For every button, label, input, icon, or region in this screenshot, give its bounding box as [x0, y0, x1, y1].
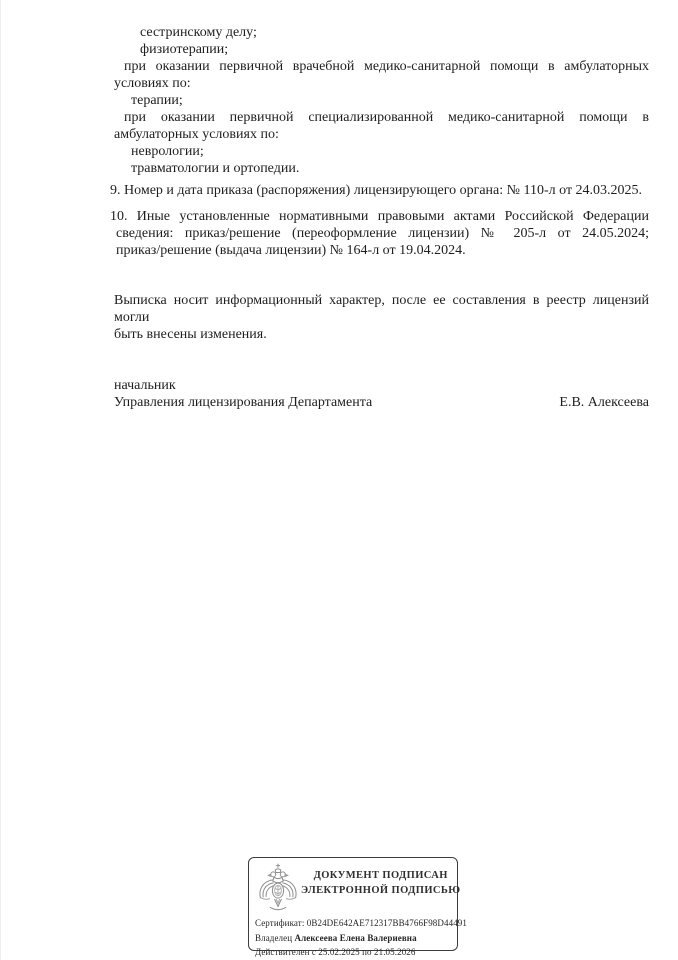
- owner-name: Алексеева Елена Валериевна: [294, 932, 417, 943]
- certificate-line: Сертификат: 0B24DE642AE712317BB4766F98D44491: [255, 918, 467, 928]
- stamp-title-line1: ДОКУМЕНТ ПОДПИСАН: [313, 870, 448, 881]
- signer-name: Е.В. Алексеева: [559, 395, 649, 410]
- owner-line: Владелец Алексеева Елена Валериевна: [255, 932, 417, 943]
- validity-line: Действителен с 25.02.2025 по 21.05.2026: [255, 947, 416, 957]
- double-headed-eagle-icon: [255, 863, 301, 913]
- item-number: 9.: [110, 183, 121, 198]
- item-text: Иные установленные нормативными правовыми актами Российской Федерации: [136, 209, 649, 224]
- numbered-item-10: 10. Иные установленные нормативными правовыми актами Российской Федерации сведения: приказ/решение (переоформление лицензии) № 205-л от 24.05.2024; приказ/решение (выдача лицензии) № 164-л от 19.04.2024.: [110, 209, 649, 258]
- stamp-title-line2: ЭЛЕКТРОННОЙ ПОДПИСЬЮ: [301, 885, 461, 896]
- item-number: 10.: [110, 209, 128, 224]
- specialty-item: сестринскому делу;: [140, 25, 257, 40]
- care-type-paragraph: при оказании первичной специализированной медико-санитарной помощи в амбулаторных условиях по:: [114, 110, 649, 142]
- signature-block: [114, 377, 649, 411]
- stamp-title: [301, 862, 460, 898]
- signer-post-line1: начальник: [114, 378, 176, 393]
- specialty-item: травматологии и ортопедии.: [131, 161, 300, 176]
- specialty-item: физиотерапии;: [140, 42, 229, 57]
- electronic-signature-stamp: [248, 857, 467, 957]
- signer-post-line2: Управления лицензирования Департамента: [114, 395, 373, 410]
- specialty-item: терапии;: [131, 93, 183, 108]
- certificate-value: 0B24DE642AE712317BB4766F98D44491: [306, 918, 467, 928]
- item-text: Номер и дата приказа (распоряжения) лицензирующего органа: № 110-л от 24.03.2025.: [124, 183, 643, 198]
- specialty-item: неврологии;: [131, 144, 204, 159]
- info-note: Выписка носит информационный характер, после ее составления в реестр лицензий могли быть внесены изменения.: [114, 293, 649, 342]
- numbered-item-9: [110, 182, 649, 199]
- document-body: [110, 24, 649, 411]
- care-type-paragraph: при оказании первичной врачебной медико-санитарной помощи в амбулаторных условиях по:: [114, 59, 649, 91]
